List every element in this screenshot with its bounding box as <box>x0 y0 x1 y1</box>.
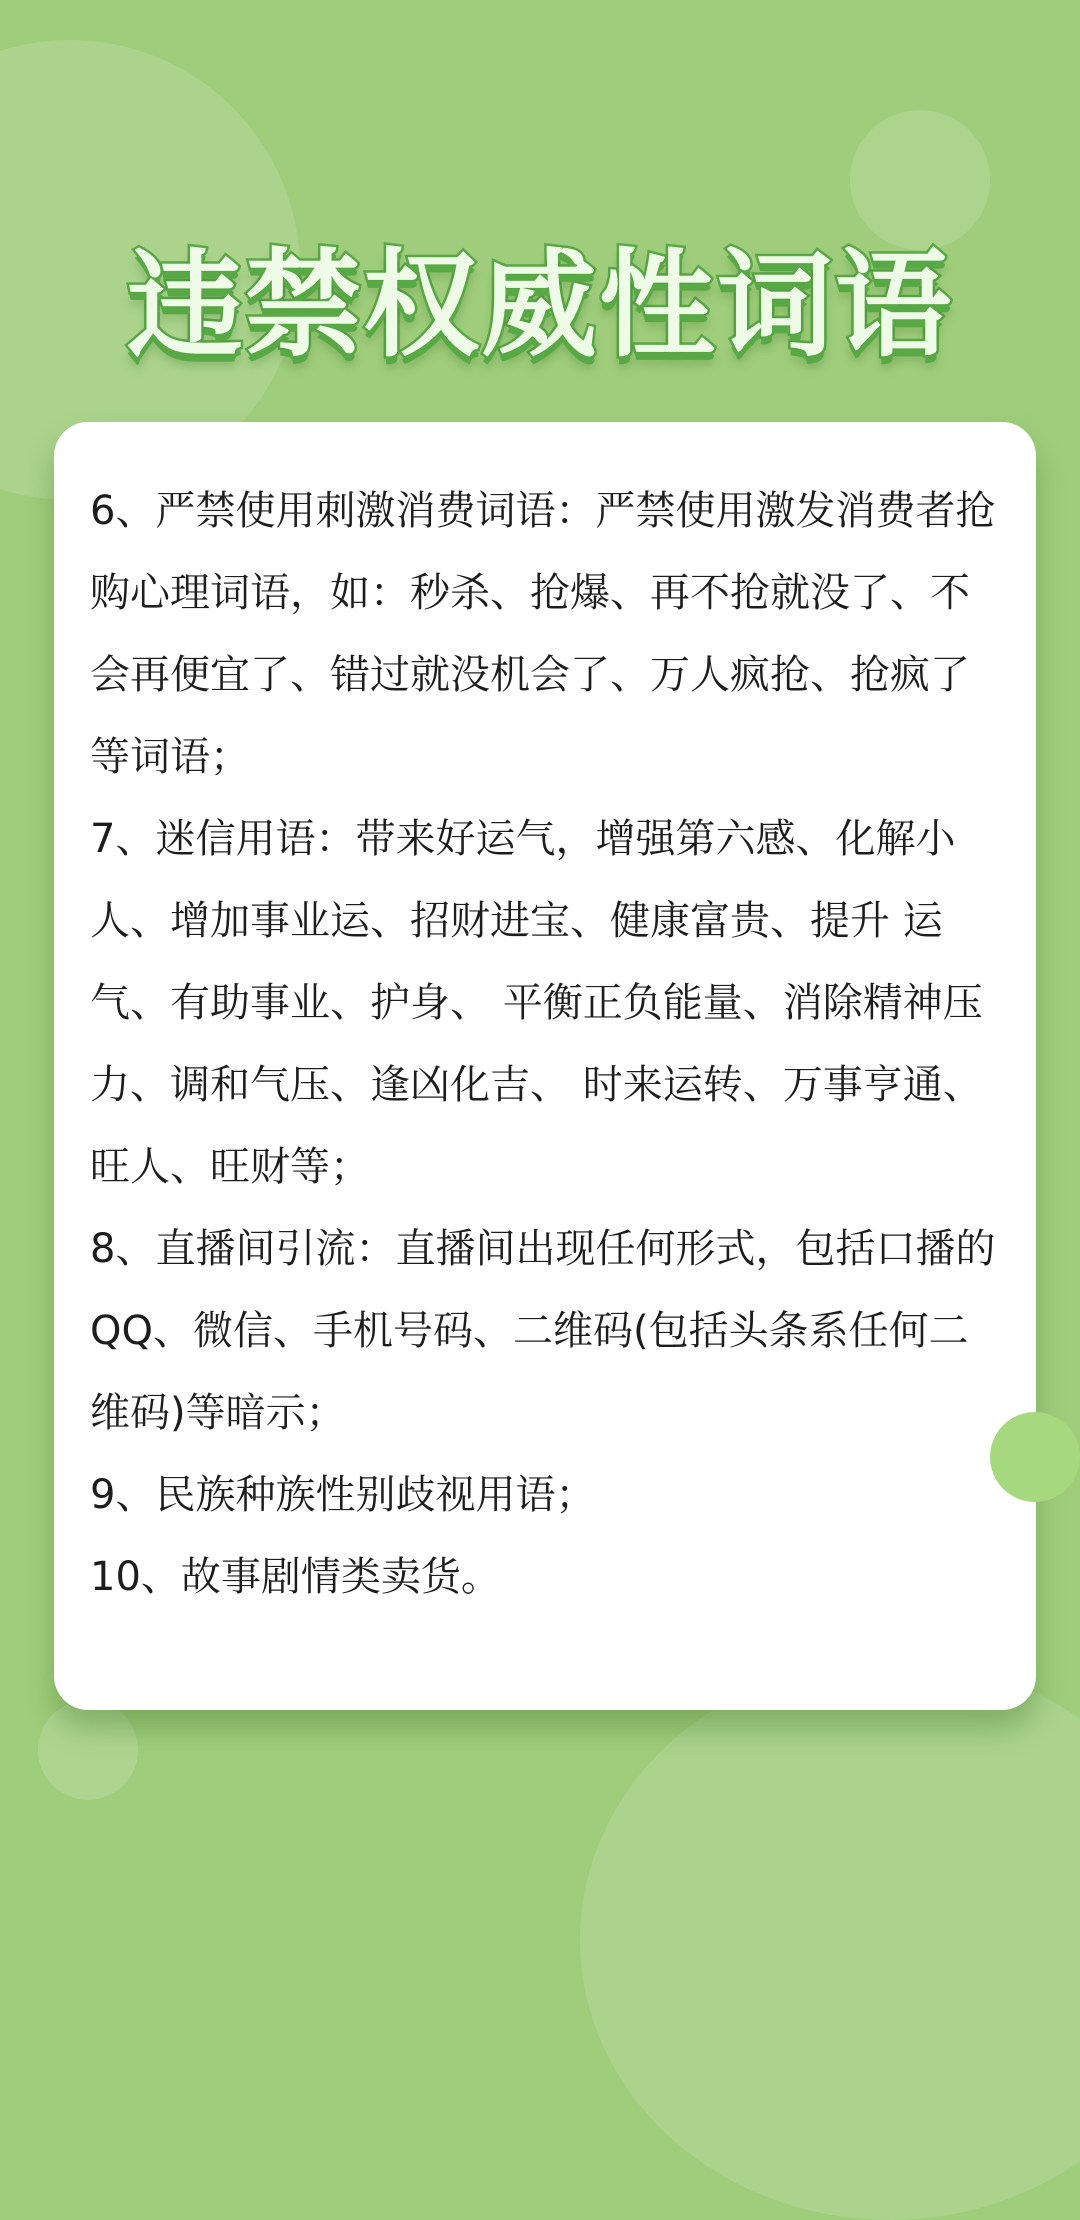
background-circle <box>38 1700 138 1800</box>
rule-item-10: 10、故事剧情类卖货。 <box>90 1554 501 1600</box>
rule-item-9: 9、民族种族性别歧视用语； <box>90 1472 596 1518</box>
page-title: 违禁权威性词语 <box>127 237 953 373</box>
background-circle <box>580 1660 1080 2220</box>
decorative-side-circle <box>990 1412 1080 1502</box>
rule-item-8: 8、直播间引流：直播间出现任何形式，包括口播的 QQ、微信、手机号码、二维码(包括头条系任何二维码)等暗示； <box>90 1226 996 1436</box>
rule-item-6: 6、严禁使用刺激消费词语：严禁使用激发消费者抢购心理词语，如：秒杀、抢爆、再不抢就没了、不会再便宜了、错过就没机会了、万人疯抢、抢疯了等词语； <box>90 488 996 780</box>
background-circle <box>850 110 990 250</box>
rule-item-7: 7、迷信用语：带来好运气，增强第六感、化解小人、增加事业运、招财进宝、健康富贵、提升 运气、有助事业、护身、 平衡正负能量、消除精神压力、调和气压、逢凶化吉、 时来运转、万事亨通、旺人、旺财等； <box>90 816 983 1190</box>
content-card <box>54 422 1036 1710</box>
rules-list <box>90 470 1002 1618</box>
